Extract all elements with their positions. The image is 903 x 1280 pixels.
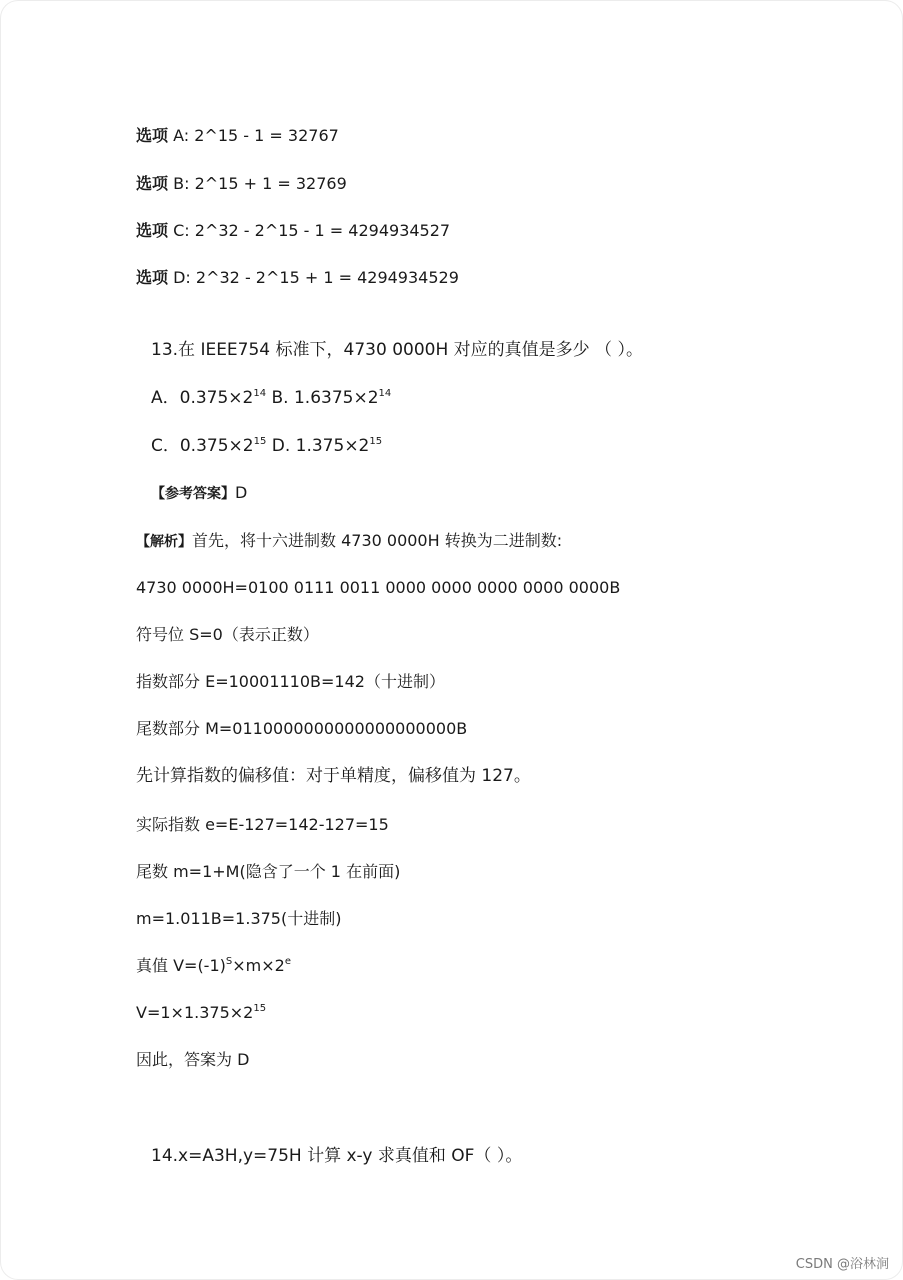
sign-bit: 符号位 S=0（表示正数） [136,625,319,644]
option-c-line [136,222,450,240]
mantissa-part: 尾数部分 M=0110000000000000000000B [136,719,468,738]
option-label: 选项 [136,126,169,145]
option-a-line [136,127,339,145]
exponent-part: 指数部分 E=10001110B=142（十进制） [136,672,445,691]
v-exponent: 15 [253,1003,267,1014]
question-13-options-cd [151,437,382,456]
question-14-title: 14.x=A3H,y=75H 计算 x-y 求真值和 OF（ ）。 [151,1146,523,1166]
analysis-intro-line [136,532,562,550]
formula-sign-exponent: S [225,956,233,967]
q13-option-c-exponent: 15 [253,436,267,447]
reference-answer [151,484,247,502]
answer-label: 【参考答案】 [151,486,235,502]
actual-exponent: 实际指数 e=E-127=142-127=15 [136,815,389,834]
m-value: m=1.011B=1.375(十进制) [136,909,342,928]
conclusion: 因此，答案为 D [136,1050,250,1069]
bias-note: 先计算指数的偏移值：对于单精度，偏移值为 127。 [136,766,531,786]
option-label: 选项 [136,268,169,287]
question-13-options-ab [151,389,391,408]
formula-e-exponent: e [284,956,291,967]
formula-prefix: 真值 V=(-1) [136,956,226,975]
option-text: A: 2^15 - 1 = 32767 [173,126,339,145]
watermark: CSDN @浴林涧 [795,1257,889,1272]
q13-option-c: C．0.375×2 [151,436,254,456]
v-calculation [136,1004,266,1022]
q13-option-d: D. 1.375×2 [266,436,370,456]
mantissa-m: 尾数 m=1+M(隐含了一个 1 在前面) [136,862,401,881]
answer-value: D [235,483,248,502]
analysis-intro: 首先，将十六进制数 4730 0000H 转换为二进制数: [192,531,563,550]
option-label: 选项 [136,174,169,193]
option-text: D: 2^32 - 2^15 + 1 = 4294934529 [173,268,459,287]
formula-middle: ×m×2 [232,956,285,975]
question-13-title: 13.在 IEEE754 标准下，4730 0000H 对应的真值是多少 （ ）。 [151,340,643,360]
binary-conversion: 4730 0000H=0100 0111 0011 0000 0000 0000 0000 0000B [136,578,621,597]
option-label: 选项 [136,221,169,240]
q13-option-b-exponent: 14 [378,388,392,399]
analysis-label: 【解析】 [136,534,192,550]
q13-option-a: A．0.375×2 [151,388,254,408]
option-d-line [136,269,459,287]
q13-option-a-exponent: 14 [253,388,267,399]
v-prefix: V=1×1.375×2 [136,1003,254,1022]
true-value-formula [136,957,291,975]
option-text: B: 2^15 + 1 = 32769 [173,174,347,193]
q13-option-d-exponent: 15 [369,436,383,447]
option-b-line [136,175,347,193]
q13-option-b: B. 1.6375×2 [266,388,379,408]
option-text: C: 2^32 - 2^15 - 1 = 4294934527 [173,221,451,240]
